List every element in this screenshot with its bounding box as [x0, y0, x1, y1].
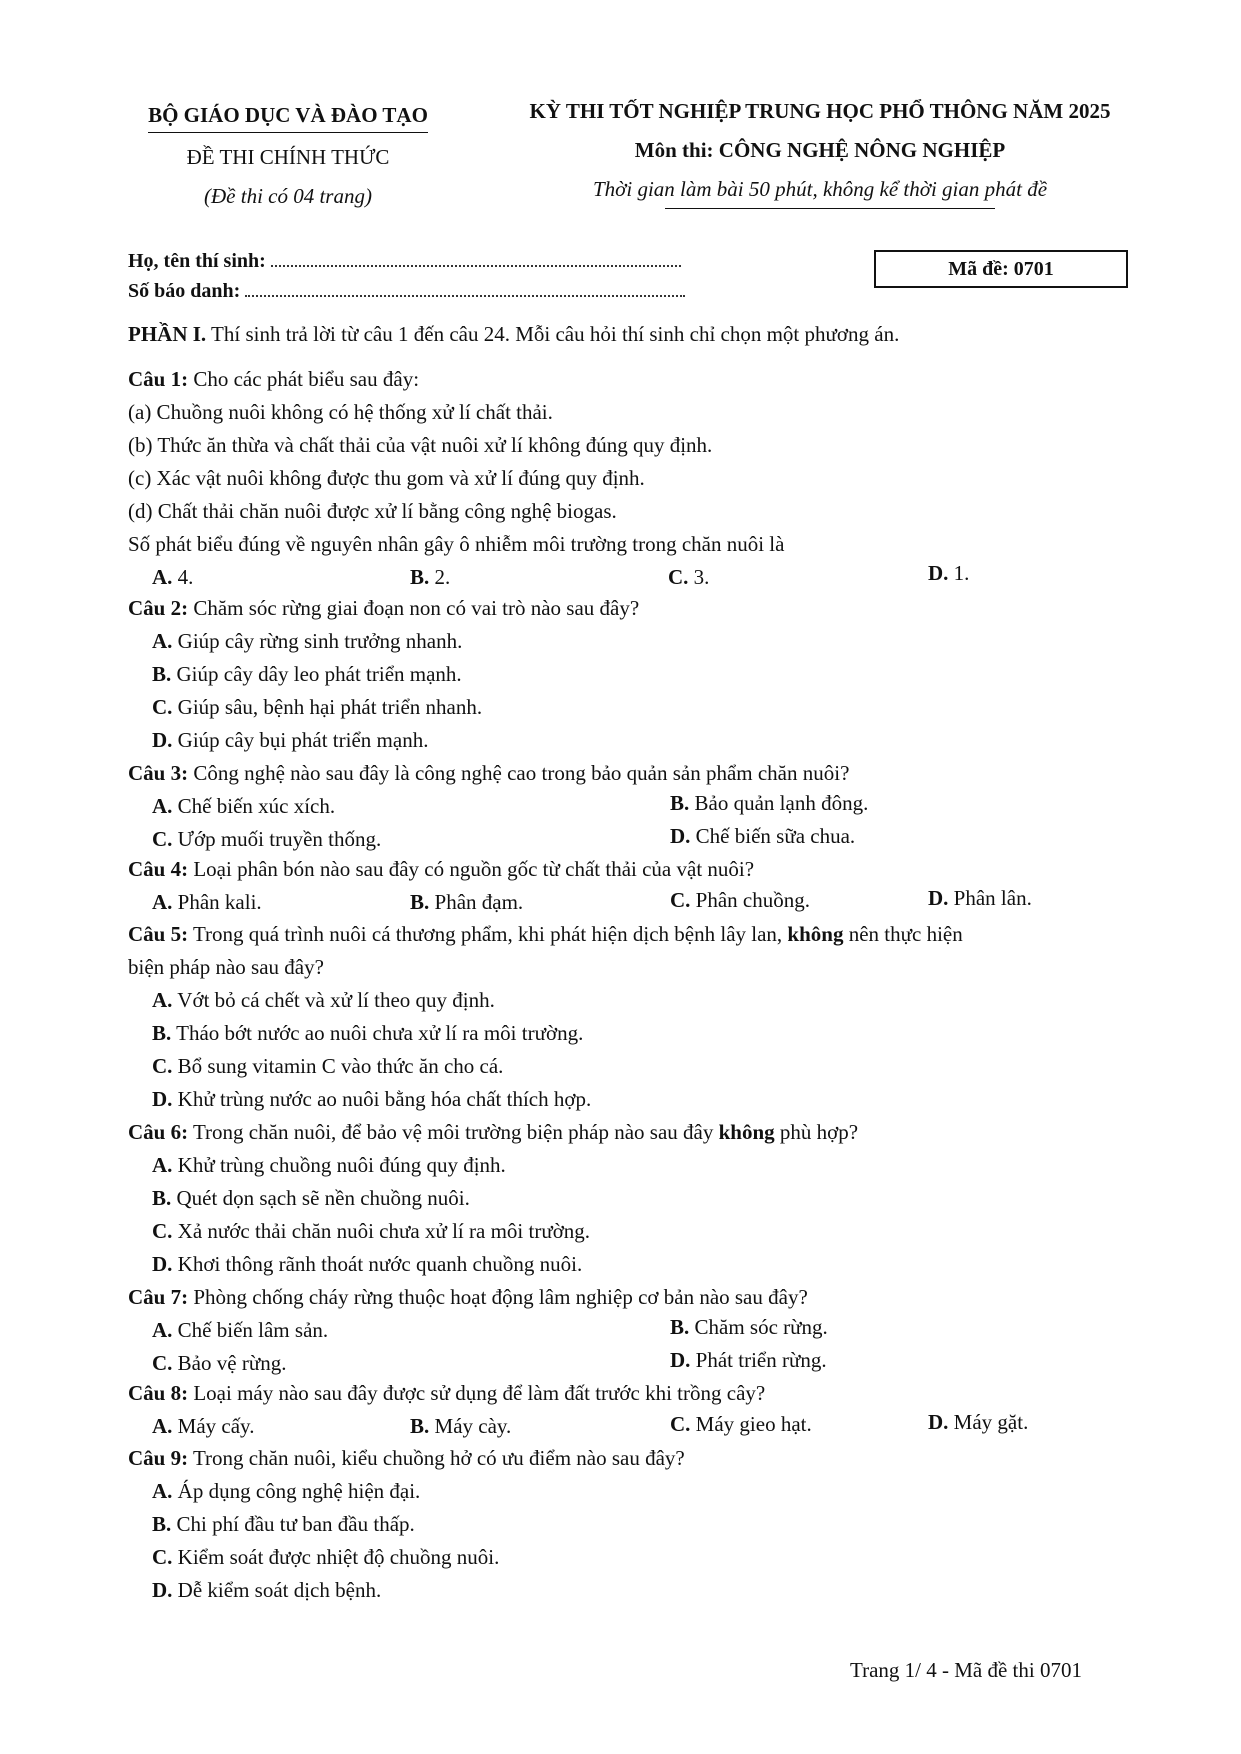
q9-option-c[interactable]: C. Kiểm soát được nhiệt độ chuồng nuôi. [152, 1545, 500, 1569]
q2-option-d[interactable]: D. Giúp cây bụi phát triển mạnh. [152, 728, 429, 752]
official-exam-label: ĐỀ THI CHÍNH THỨC [186, 145, 390, 169]
q5-text-line2: biện pháp nào sau đây? [128, 955, 324, 979]
q3-option-d[interactable]: D. Chế biến sữa chua. [670, 824, 856, 848]
q2-option-c[interactable]: C. Giúp sâu, bệnh hại phát triển nhanh. [152, 695, 483, 719]
pages-note: (Đề thi có 04 trang) [204, 184, 372, 208]
q4-option-c[interactable]: C. Phân chuồng. [670, 888, 810, 912]
q1-option-d[interactable]: D. 1. [928, 561, 970, 585]
q7-text: Phòng chống cháy rừng thuộc hoạt động lâm nghiệp cơ bản nào sau đây? [193, 1285, 808, 1309]
q3-option-c[interactable]: C. Ướp muối truyền thống. [152, 827, 382, 851]
q8-option-a[interactable]: A. Máy cấy. [152, 1414, 255, 1438]
q9-option-b[interactable]: B. Chi phí đầu tư ban đầu thấp. [152, 1512, 415, 1536]
q1-statement: (c) Xác vật nuôi không được thu gom và xử lí đúng quy định. [128, 466, 645, 490]
q2-text: Chăm sóc rừng giai đoạn non có vai trò nào sau đây? [193, 596, 640, 620]
q6-text: Trong chăn nuôi, để bảo vệ môi trường biện pháp nào sau đây [192, 1120, 714, 1144]
ministry-name: BỘ GIÁO DỤC VÀ ĐÀO TẠO [148, 100, 428, 133]
candidate-name-field[interactable] [271, 247, 681, 267]
part-label: PHẦN I. [128, 322, 207, 346]
question-2 [128, 592, 639, 625]
q2-option-a[interactable]: A. Giúp cây rừng sinh trưởng nhanh. [152, 629, 463, 653]
candidate-id-label: Số báo danh: [128, 280, 241, 302]
question-6 [128, 1116, 858, 1149]
q3-option-b[interactable]: B. Bảo quản lạnh đông. [670, 791, 869, 815]
q1-statement: (d) Chất thải chăn nuôi được xử lí bằng công nghệ biogas. [128, 499, 617, 523]
question-3 [128, 757, 849, 790]
page-footer: Trang 1/ 4 - Mã đề thi 0701 [850, 1658, 1082, 1682]
candidate-id-field[interactable] [245, 277, 685, 297]
question-1 [128, 363, 419, 396]
q1-statement: (a) Chuồng nuôi không có hệ thống xử lí chất thải. [128, 400, 553, 424]
q1-option-a[interactable]: A. 4. [152, 565, 194, 589]
part-text: Thí sinh trả lời từ câu 1 đến câu 24. Mỗi câu hỏi thí sinh chỉ chọn một phương án. [211, 322, 900, 346]
q6-option-a[interactable]: A. Khử trùng chuồng nuôi đúng quy định. [152, 1153, 506, 1177]
q8-option-b[interactable]: B. Máy cày. [410, 1414, 512, 1438]
q7-option-b[interactable]: B. Chăm sóc rừng. [670, 1315, 828, 1339]
q6-label: Câu 6: [128, 1120, 189, 1144]
q2-label: Câu 2: [128, 596, 189, 620]
question-7 [128, 1281, 808, 1314]
q5-text: Trong quá trình nuôi cá thương phẩm, khi phát hiện dịch bệnh lây lan, [192, 922, 783, 946]
q5-option-d[interactable]: D. Khử trùng nước ao nuôi bằng hóa chất thích hợp. [152, 1087, 592, 1111]
question-4 [128, 853, 754, 886]
q1-stem: Số phát biểu đúng về nguyên nhân gây ô nhiễm môi trường trong chăn nuôi là [128, 532, 785, 556]
q6-option-c[interactable]: C. Xả nước thải chăn nuôi chưa xử lí ra môi trường. [152, 1219, 591, 1243]
q3-text: Công nghệ nào sau đây là công nghệ cao trong bảo quản sản phẩm chăn nuôi? [193, 761, 850, 785]
q4-option-b[interactable]: B. Phân đạm. [410, 890, 524, 914]
subject-name: CÔNG NGHỆ NÔNG NGHIỆP [718, 138, 1006, 162]
q3-label: Câu 3: [128, 761, 189, 785]
q4-label: Câu 4: [128, 857, 189, 881]
q1-statement: (b) Thức ăn thừa và chất thải của vật nuôi xử lí không đúng quy định. [128, 433, 713, 457]
q1-option-c[interactable]: C. 3. [668, 565, 710, 589]
q8-text: Loại máy nào sau đây được sử dụng để làm đất trước khi trồng cây? [193, 1381, 766, 1405]
time-note: Thời gian làm bài 50 phút, không kể thời gian phát đề [592, 177, 1048, 201]
q6-option-b[interactable]: B. Quét dọn sạch sẽ nền chuồng nuôi. [152, 1186, 470, 1210]
q4-text: Loại phân bón nào sau đây có nguồn gốc từ chất thải của vật nuôi? [193, 857, 755, 881]
q7-option-c[interactable]: C. Bảo vệ rừng. [152, 1351, 287, 1375]
q7-label: Câu 7: [128, 1285, 189, 1309]
q5-text-after: nên thực hiện [848, 922, 963, 946]
time-underline [665, 208, 995, 209]
q5-label: Câu 5: [128, 922, 189, 946]
question-5 [128, 918, 963, 951]
q4-option-a[interactable]: A. Phân kali. [152, 890, 262, 914]
q7-option-a[interactable]: A. Chế biến lâm sản. [152, 1318, 329, 1342]
q6-text-after: phù hợp? [779, 1120, 859, 1144]
part-instruction [128, 318, 899, 351]
q5-emphasis: không [787, 922, 844, 946]
q6-emphasis: không [718, 1120, 775, 1144]
exam-code-box: Mã đề: 0701 [874, 250, 1128, 288]
question-9 [128, 1442, 685, 1475]
q1-label: Câu 1: [128, 367, 189, 391]
header-right [490, 96, 1150, 213]
q8-label: Câu 8: [128, 1381, 189, 1405]
subject-label: Môn thi: [634, 138, 714, 162]
q7-option-d[interactable]: D. Phát triển rừng. [670, 1348, 827, 1372]
q5-option-b[interactable]: B. Tháo bớt nước ao nuôi chưa xử lí ra môi trường. [152, 1021, 584, 1045]
q9-option-d[interactable]: D. Dễ kiểm soát dịch bệnh. [152, 1578, 382, 1602]
q8-option-c[interactable]: C. Máy gieo hạt. [670, 1412, 812, 1436]
q9-text: Trong chăn nuôi, kiểu chuồng hở có ưu điểm nào sau đây? [192, 1446, 685, 1470]
exam-title: KỲ THI TỐT NGHIỆP TRUNG HỌC PHỔ THÔNG NĂM 2025 [529, 99, 1111, 123]
q5-option-c[interactable]: C. Bổ sung vitamin C vào thức ăn cho cá. [152, 1054, 504, 1078]
question-8 [128, 1377, 765, 1410]
q1-text: Cho các phát biểu sau đây: [193, 367, 420, 391]
candidate-info [128, 246, 685, 306]
q1-option-b[interactable]: B. 2. [410, 565, 451, 589]
q9-label: Câu 9: [128, 1446, 189, 1470]
q3-option-a[interactable]: A. Chế biến xúc xích. [152, 794, 336, 818]
q8-option-d[interactable]: D. Máy gặt. [928, 1410, 1029, 1434]
candidate-name-label: Họ, tên thí sinh: [128, 250, 266, 272]
q6-option-d[interactable]: D. Khơi thông rãnh thoát nước quanh chuồng nuôi. [152, 1252, 583, 1276]
q5-option-a[interactable]: A. Vớt bỏ cá chết và xử lí theo quy định. [152, 988, 495, 1012]
q2-option-b[interactable]: B. Giúp cây dây leo phát triển mạnh. [152, 662, 462, 686]
q4-option-d[interactable]: D. Phân lân. [928, 886, 1032, 910]
header-left [128, 100, 448, 220]
q9-option-a[interactable]: A. Áp dụng công nghệ hiện đại. [152, 1479, 421, 1503]
